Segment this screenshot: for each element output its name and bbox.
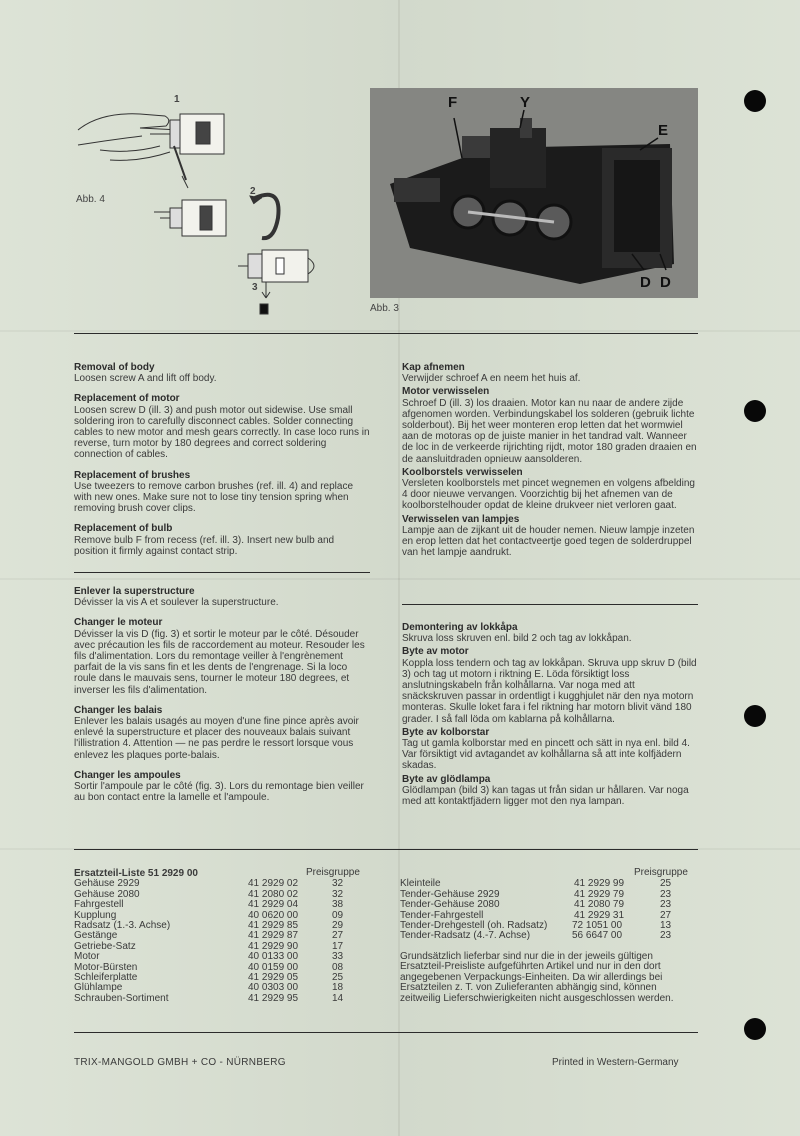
- part-number: 72 1051 00: [572, 919, 623, 931]
- section-body: Skruva loss skruven enl. bild 2 och tag av lokkåpan.: [402, 633, 632, 645]
- part-name: Tender-Radsatz (4.-7. Achse): [400, 930, 531, 942]
- part-number: 41 2929 90: [248, 940, 299, 952]
- part-name: Schrauben-Sortiment: [74, 992, 169, 1004]
- part-row: [74, 994, 374, 1004]
- parts-list-left: [74, 869, 374, 1004]
- part-row: [74, 900, 374, 910]
- paper-fold: [0, 330, 800, 332]
- part-name: Gehäuse 2080: [74, 888, 140, 900]
- section-body: Tag ut gamla kolborstar med en pincett och sätt in nya enl. bild 4. Var försiktigt vid avtagandet av kolhållarna så att inte kolfjädern skadas.: [402, 738, 690, 772]
- photo-label-e: E: [658, 122, 669, 139]
- part-number: 41 2080 79: [574, 899, 625, 911]
- locomotive-chassis-image: [370, 88, 698, 298]
- figure-caption-abb4: Abb. 4: [76, 194, 105, 205]
- section-body: Loosen screw D (ill. 3) and push motor out sidewise. Use small soldering iron to carefully disconnect cables. Solder connecting cables to new motor and mesh gears correctly. In case loco runs in reverse, turn motor by 180 degrees and correct soldering connection of cables.: [74, 404, 370, 461]
- part-name: Tender-Fahrgestell: [400, 909, 484, 921]
- section-heading: Changer les balais: [74, 704, 163, 716]
- punch-hole: [744, 705, 766, 727]
- part-price-group: 09: [332, 909, 344, 921]
- part-name: Tender-Drehgestell (oh. Radsatz): [400, 919, 548, 931]
- section-body: Koppla loss tendern och tag av lokkåpan. Skruva upp skruv D (bild 3) och tag ut motorn i riktning E. Löda försiktigt loss anslutningskabeln från kolhållarna. Var noga med att snäckskruven passar in ordentligt i kugghjulet när den nya motorn monteras. Skulle loket fara i fel riktning har motorn blivit vänd 180 grader. I så fall löda om kablarna på kolhållarna.: [402, 657, 697, 725]
- part-price-group: 25: [332, 971, 344, 983]
- section-heading: Kap afnemen: [402, 362, 465, 373]
- parts-list-right: [400, 869, 700, 942]
- french-instructions: [74, 586, 370, 812]
- photo-label-d: D: [660, 274, 671, 291]
- part-number: 40 0133 00: [248, 951, 299, 963]
- section-body: Remove bulb F from recess (ref. ill. 3). Insert new bulb and position it firmly against contact strip.: [74, 534, 335, 557]
- part-number: 41 2929 87: [248, 930, 299, 942]
- section-heading: Enlever la superstructure: [74, 586, 195, 597]
- figure-step-3: 3: [252, 282, 258, 293]
- figure-abb4: [70, 90, 350, 320]
- part-row: [400, 931, 700, 941]
- part-price-group: 14: [332, 992, 344, 1004]
- divider: [402, 604, 698, 605]
- section-body: Lampje aan de zijkant uit de houder nemen. Nieuw lampje inzeten en erop letten dat het contactveertje goed tegen de solderdruppel van het lampje aandrukt.: [402, 524, 695, 559]
- price-group-header: Preisgruppe: [306, 867, 360, 878]
- section-body: Dévisser la vis D (fig. 3) et sortir le moteur par le côté. Désouder avec précaution les fils de raccordement au moteur. Resouder les fils d'alimentation. Lors du remontage veiller à l'engrènement parfait de la vis sans fin et les dents de l'engrenage. Si la loco roule dans le mauvais sens, tourner le moteur 180 degrees, et inverser les fils d'alimentation.: [74, 628, 365, 696]
- part-number: 40 0620 00: [248, 909, 299, 921]
- section-body: Enlever les balais usagés au moyen d'une fine pince après avoir enlevé la superstructure et placer des nouveaux balais suivant l'illistration 4. Attention — ne pas perdre le ressort lorsque vous enlevez les plaques porte-balais.: [74, 716, 359, 761]
- section-body: Sortir l'ampoule par le côté (fig. 3). Lors du remontage bien veiller au bon contact entre la lamelle et l'ampoule.: [74, 781, 364, 804]
- part-price-group: 32: [332, 888, 344, 900]
- part-price-group: 33: [332, 951, 344, 963]
- section-heading: Removal of body: [74, 362, 155, 373]
- section-heading: Byte av motor: [402, 646, 469, 658]
- swedish-instructions: [402, 622, 698, 809]
- part-row: [400, 900, 700, 910]
- part-price-group: 32: [332, 878, 344, 890]
- part-number: 40 0303 00: [248, 982, 299, 994]
- divider: [74, 849, 698, 850]
- part-name: Tender-Gehäuse 2929: [400, 888, 500, 900]
- part-number: 41 2929 79: [574, 888, 625, 900]
- photo-label-f: F: [448, 94, 458, 111]
- dutch-instructions: [402, 362, 698, 560]
- part-number: 41 2929 31: [574, 909, 625, 921]
- part-name: Glühlampe: [74, 982, 123, 994]
- figure-step-2: 2: [250, 186, 256, 197]
- part-price-group: 23: [660, 930, 672, 942]
- section-body: Use tweezers to remove carbon brushes (ref. ill. 4) and replace with new ones. Make sure not to lose tiny tension spring when removing brush cover clips.: [74, 480, 354, 515]
- part-name: Schleiferplatte: [74, 971, 138, 983]
- section-heading: Changer les ampoules: [74, 769, 181, 781]
- part-number: 41 2929 04: [248, 899, 299, 911]
- part-name: Getriebe-Satz: [74, 940, 136, 952]
- divider: [74, 333, 698, 334]
- part-name: Gehäuse 2929: [74, 878, 140, 890]
- section-body: Glödlampan (bild 3) kan tagas ut från sidan ur hållaren. Var noga med att kontaktfjädern ligger mot den nya lampan.: [402, 784, 689, 808]
- section-body: Dévisser la vis A et soulever la superstructure.: [74, 597, 279, 609]
- photo-label-d: D: [640, 274, 651, 291]
- punch-hole: [744, 1018, 766, 1040]
- locomotive-photo: [370, 88, 698, 298]
- part-number: 41 2929 05: [248, 971, 299, 983]
- section-body: Loosen screw A and lift off body.: [74, 373, 217, 385]
- part-name: Motor: [74, 951, 100, 963]
- part-row: [74, 942, 374, 952]
- divider: [74, 572, 370, 573]
- divider: [74, 1032, 698, 1033]
- section-heading: Byte av kolborstar: [402, 726, 490, 738]
- section-heading: Koolborstels verwisselen: [402, 466, 523, 478]
- section-heading: Replacement of motor: [74, 393, 180, 405]
- part-price-group: 38: [332, 899, 344, 911]
- section-body: Verwijder schroef A en neem het huis af.: [402, 373, 581, 385]
- section-heading: Byte av glödlampa: [402, 773, 491, 785]
- brush-replacement-illustration: [70, 90, 350, 320]
- section-body: Schroef D (ill. 3) los draaien. Motor kan nu naar de andere zijde afgenomen worden. Verbindungskabel los solderen (gebruik lichte solderbout). Bij het weer monteren erop letten dat het wormwiel aan de motoras op de juiste manier in het tandrad valt. Wanneer de loc in de verkeerde rijrichting rijdt, motor 180 graden draaien en de aansluitdraden opnieuw aansolderen.: [402, 397, 697, 465]
- part-row: [74, 952, 374, 962]
- part-name: Motor-Bürsten: [74, 961, 138, 973]
- part-name: Kleinteile: [400, 878, 441, 890]
- part-name: Fahrgestell: [74, 899, 124, 911]
- photo-label-y: Y: [520, 94, 531, 111]
- part-price-group: 23: [660, 899, 672, 911]
- parts-list-title: Ersatzteil-Liste 51 2929 00: [74, 868, 198, 879]
- part-number: 41 2080 02: [248, 888, 299, 900]
- part-price-group: 13: [660, 919, 672, 931]
- part-name: Radsatz (1.-3. Achse): [74, 919, 171, 931]
- part-number: 41 2929 99: [574, 878, 625, 890]
- parts-list-header: [400, 869, 700, 879]
- part-price-group: 08: [332, 961, 344, 973]
- part-price-group: 18: [332, 982, 344, 994]
- english-instructions: [74, 362, 370, 566]
- part-number: 41 2929 95: [248, 992, 299, 1004]
- part-number: 41 2929 85: [248, 919, 299, 931]
- part-price-group: 27: [660, 909, 672, 921]
- part-number: 41 2929 02: [248, 878, 299, 890]
- part-price-group: 29: [332, 919, 344, 931]
- section-heading: Replacement of bulb: [74, 523, 173, 535]
- publisher-name: TRIX-MANGOLD GMBH + CO - NÜRNBERG: [74, 1057, 286, 1068]
- section-body: Versleten koolborstels met pincet wegnemen en volgens afbelding 4 door nieuwe vervangen. Voorzichtig bij het afnemen van de koolborstelhouder opdat de kleine drukveer niet verloren gaat.: [402, 478, 695, 512]
- figure-caption-abb3: Abb. 3: [370, 303, 399, 314]
- part-price-group: 25: [660, 878, 672, 890]
- part-number: 40 0159 00: [248, 961, 299, 973]
- punch-hole: [744, 400, 766, 422]
- part-price-group: 23: [660, 888, 672, 900]
- part-price-group: 27: [332, 930, 344, 942]
- part-price-group: 17: [332, 940, 344, 952]
- figure-step-1: 1: [174, 94, 180, 105]
- part-name: Tender-Gehäuse 2080: [400, 899, 500, 911]
- part-number: 56 6647 00: [572, 930, 623, 942]
- part-name: Gestänge: [74, 930, 118, 942]
- section-heading: Demontering av lokkåpa: [402, 622, 518, 633]
- punch-hole: [744, 90, 766, 112]
- price-group-header: Preisgruppe: [634, 867, 688, 878]
- parts-availability-note: Grundsätzlich lieferbar sind nur die in der jeweils gültigen Ersatzteil-Preisliste aufgeführten Artikel und nur in den dort angegebenen Verpackungs-Einheiten. Da wir allerdings bei Ersatzteilen z. T. von Zulieferanten abhängig sind, können zeitweilig Lieferschwierigkeiten nicht ausgeschlossen werden.: [400, 951, 674, 1004]
- part-row: [74, 921, 374, 931]
- printed-in: Printed in Western-Germany: [552, 1057, 679, 1068]
- section-heading: Motor verwisselen: [402, 386, 490, 398]
- part-name: Kupplung: [74, 909, 117, 921]
- section-heading: Changer le moteur: [74, 617, 163, 629]
- section-heading: Verwisselen van lampjes: [402, 513, 520, 525]
- section-heading: Replacement of brushes: [74, 469, 191, 481]
- paper-fold: [0, 578, 800, 580]
